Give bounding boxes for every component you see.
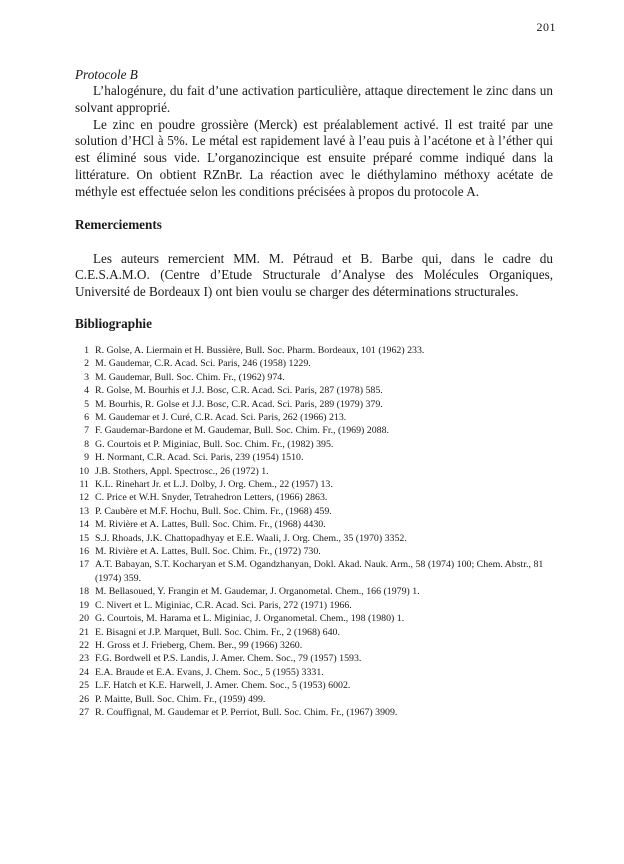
- reference-number: 5: [84, 398, 89, 410]
- reference-text: E.A. Braude et E.A. Evans, J. Chem. Soc., 5 (1955) 3331.: [95, 666, 324, 678]
- reference-item: [75, 612, 553, 625]
- reference-number: 27: [79, 706, 89, 718]
- reference-item: [75, 666, 553, 679]
- reference-number: 26: [79, 693, 89, 705]
- reference-text: G. Courtois et P. Miginiac, Bull. Soc. Chim. Fr., (1982) 395.: [95, 438, 334, 450]
- reference-text: H. Gross et J. Frieberg, Chem. Ber., 99 (1966) 3260.: [95, 639, 303, 651]
- reference-item: [75, 451, 553, 464]
- protocol-title: Protocole B: [75, 67, 138, 82]
- reference-item: [75, 478, 553, 491]
- reference-text: F.G. Bordwell et P.S. Landis, J. Amer. Chem. Soc., 79 (1957) 1593.: [95, 653, 362, 665]
- reference-number: 14: [79, 519, 89, 531]
- reference-item: [75, 491, 553, 504]
- reference-number: 2: [84, 358, 89, 370]
- reference-item: [75, 706, 553, 719]
- reference-item: [75, 411, 553, 424]
- reference-text: G. Courtois, M. Harama et L. Miginiac, J. Organometal. Chem., 198 (1980) 1.: [95, 613, 405, 625]
- reference-number: 3: [84, 371, 89, 383]
- reference-text: M. Bellasoued, Y. Frangin et M. Gaudemar, J. Organometal. Chem., 166 (1979) 1.: [95, 586, 420, 598]
- bibliography-heading: Bibliographie: [75, 315, 152, 331]
- acknowledgements-text: Les auteurs remercient MM. M. Pétraud et B. Barbe qui, dans le cadre du C.E.S.A.M.O. (Centre d’Etude Structurale d’Analyse des Molécules Organiques, Université de Bordeaux I) ont bien voulu se charger des déterminations structurales.: [75, 250, 553, 300]
- reference-number: 1: [84, 344, 89, 356]
- bibliography-list: [75, 344, 553, 719]
- reference-text: P. Caubère et M.F. Hochu, Bull. Soc. Chim. Fr., (1968) 459.: [95, 505, 332, 517]
- reference-number: 4: [84, 385, 89, 397]
- reference-text: E. Bisagni et J.P. Marquet, Bull. Soc. Chim. Fr., 2 (1968) 640.: [95, 626, 340, 638]
- reference-number: 17: [79, 559, 89, 571]
- reference-item: [75, 558, 553, 585]
- reference-text: M. Gaudemar, C.R. Acad. Sci. Paris, 246 (1958) 1229.: [95, 358, 311, 370]
- reference-number: 21: [79, 626, 89, 638]
- reference-text: F. Gaudemar-Bardone et M. Gaudemar, Bull. Soc. Chim. Fr., (1969) 2088.: [95, 425, 389, 437]
- reference-text: S.J. Rhoads, J.K. Chattopadhyay et E.E. Waali, J. Org. Chem., 35 (1970) 3352.: [95, 532, 407, 544]
- reference-item: [75, 518, 553, 531]
- reference-text: C. Nivert et L. Miginiac, C.R. Acad. Sci. Paris, 272 (1971) 1966.: [95, 599, 352, 611]
- reference-text: C. Price et W.H. Snyder, Tetrahedron Letters, (1966) 2863.: [95, 492, 328, 504]
- reference-text: H. Normant, C.R. Acad. Sci. Paris, 239 (1954) 1510.: [95, 452, 304, 464]
- reference-number: 11: [79, 479, 89, 491]
- reference-text: R. Golse, A. Liermain et H. Bussière, Bull. Soc. Pharm. Bordeaux, 101 (1962) 233.: [95, 344, 425, 356]
- reference-item: [75, 532, 553, 545]
- reference-number: 15: [79, 532, 89, 544]
- reference-number: 7: [84, 425, 89, 437]
- reference-item: [75, 545, 553, 558]
- reference-item: [75, 438, 553, 451]
- reference-item: [75, 679, 553, 692]
- reference-text: R. Couffignal, M. Gaudemar et P. Perriot, Bull. Soc. Chim. Fr., (1967) 3909.: [95, 706, 398, 718]
- reference-text: J.B. Stothers, Appl. Spectrosc., 26 (1972) 1.: [95, 465, 269, 477]
- reference-text: K.L. Rinehart Jr. et L.J. Dolby, J. Org. Chem., 22 (1957) 13.: [95, 479, 333, 491]
- reference-text: M. Bourhis, R. Golse et J.J. Bosc, C.R. Acad. Sci. Paris, 289 (1979) 379.: [95, 398, 383, 410]
- reference-item: [75, 693, 553, 706]
- reference-text: L.F. Hatch et K.E. Harwell, J. Amer. Chem. Soc., 5 (1953) 6002.: [95, 680, 351, 692]
- reference-item: [75, 344, 553, 357]
- reference-item: [75, 585, 553, 598]
- reference-item: [75, 398, 553, 411]
- reference-text: M. Gaudemar et J. Curé, C.R. Acad. Sci. Paris, 262 (1966) 213.: [95, 412, 347, 423]
- reference-item: [75, 639, 553, 652]
- reference-item: [75, 465, 553, 478]
- reference-item: [75, 384, 553, 397]
- reference-text: M. Rivière et A. Lattes, Bull. Soc. Chim. Fr., (1968) 4430.: [95, 519, 326, 531]
- reference-number: 12: [79, 492, 89, 504]
- reference-item: [75, 652, 553, 665]
- reference-number: 19: [79, 599, 89, 611]
- reference-number: 6: [84, 412, 89, 423]
- reference-number: 24: [79, 666, 89, 678]
- reference-number: 18: [79, 586, 89, 598]
- reference-number: 10: [79, 465, 89, 477]
- reference-number: 16: [79, 546, 89, 558]
- reference-item: [75, 357, 553, 370]
- page-content: [75, 66, 553, 735]
- reference-number: 13: [79, 505, 89, 517]
- reference-text: M. Rivière et A. Lattes, Bull. Soc. Chim. Fr., (1972) 730.: [95, 546, 321, 558]
- reference-number: 23: [79, 653, 89, 665]
- reference-number: 25: [79, 680, 89, 692]
- reference-item: [75, 424, 553, 437]
- reference-item: [75, 505, 553, 518]
- reference-text: M. Gaudemar, Bull. Soc. Chim. Fr., (1962) 974.: [95, 371, 285, 383]
- reference-item: [75, 371, 553, 384]
- reference-text: A.T. Babayan, S.T. Kocharyan et S.M. Ogandzhanyan, Dokl. Akad. Nauk. Arm., 58 (1974) 100; Chem. Abstr., 81 (1974) 359.: [95, 559, 544, 584]
- reference-item: [75, 626, 553, 639]
- reference-number: 9: [84, 452, 89, 464]
- reference-text: P. Maitte, Bull. Soc. Chim. Fr., (1959) 499.: [95, 693, 266, 705]
- protocol-paragraph: Le zinc en poudre grossière (Merck) est préalablement activé. Il est traité par une solution d’HCl à 5%. Le métal est rapidement lavé à l’eau puis à l’acétone et à l’éther qui est éliminé sous vide. L’organozincique est ensuite préparé comme indiqué dans la littérature. On obtient RZnBr. La réaction avec le diéthylamino méthoxy acétate de méthyle est effectuée selon les conditions précisées à propos du protocole A.: [75, 116, 553, 199]
- reference-item: [75, 599, 553, 612]
- reference-number: 20: [79, 613, 89, 625]
- reference-number: 22: [79, 639, 89, 651]
- acknowledgements-heading: Remerciements: [75, 216, 162, 232]
- page-number: 201: [536, 20, 556, 34]
- protocol-paragraph: L’halogénure, du fait d’une activation particulière, attaque directement le zinc dans un solvant approprié.: [75, 83, 553, 115]
- reference-text: R. Golse, M. Bourhis et J.J. Bosc, C.R. Acad. Sci. Paris, 287 (1978) 585.: [95, 385, 383, 397]
- reference-number: 8: [84, 438, 89, 450]
